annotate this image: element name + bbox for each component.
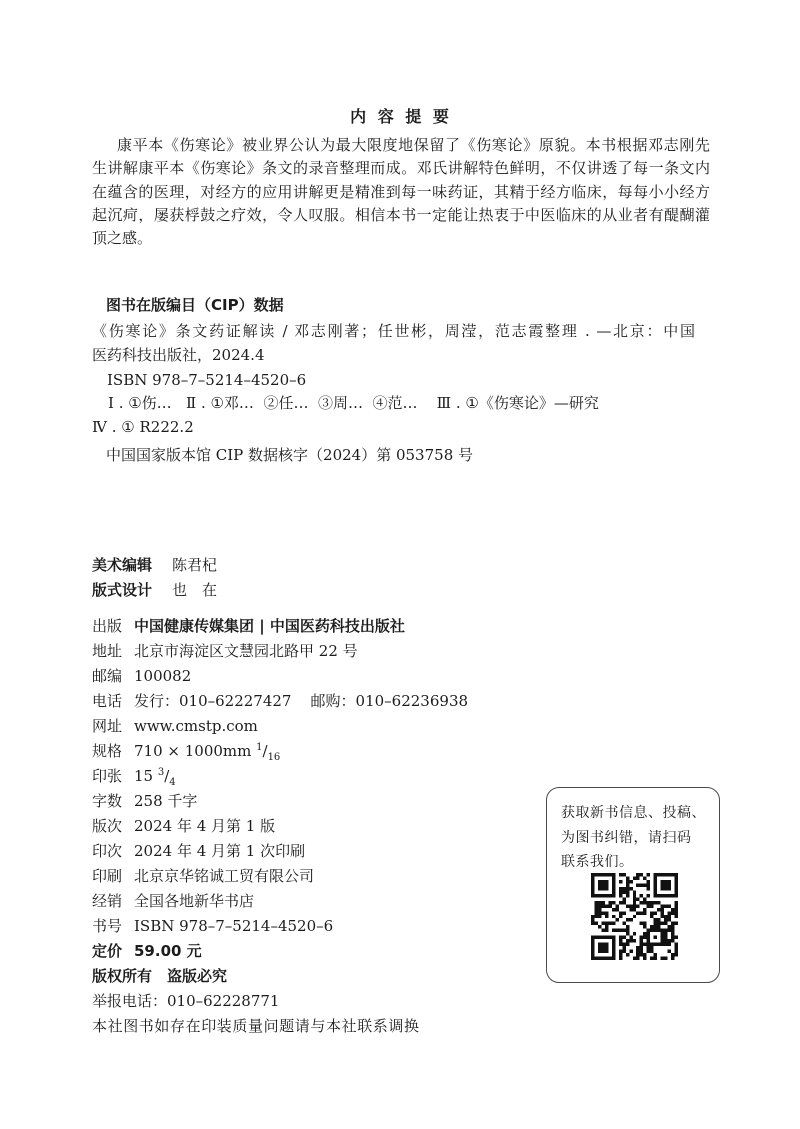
credit-label: 美术编辑 — [92, 556, 153, 574]
imprint-value: 258 千字 — [134, 792, 198, 810]
credit-value: 也 在 — [172, 581, 218, 599]
imprint-row-address — [92, 639, 468, 664]
imprint-value — [134, 739, 280, 764]
summary-line: 顶之感。 — [92, 229, 153, 247]
imprint-value: 北京京华铭诚工贸有限公司 — [134, 867, 315, 885]
imprint-value: 发行：010–62227427 邮购：010–62236938 — [134, 692, 469, 710]
imprint-row-publisher — [92, 614, 468, 639]
summary-line: 生讲解康平本《伤寒论》条文的录音整理而成。邓氏讲解特色鲜明，不仅讲透了每一条文内 — [92, 159, 710, 177]
imprint-row-distributor — [92, 889, 468, 914]
imprint-value: 北京市海淀区文慧园北路甲 22 号 — [134, 642, 358, 660]
qr-caption-line: 联系我们。 — [561, 854, 634, 870]
imprint-label: 印张 — [92, 767, 123, 785]
imprint-value: 2024 年 4 月第 1 版 — [134, 817, 276, 835]
imprint-label: 地址 — [92, 642, 123, 660]
imprint-label: 电话 — [92, 692, 123, 710]
imprint-label: 规格 — [92, 742, 123, 760]
imprint-label: 书号 — [92, 917, 123, 935]
imprint-row-format — [92, 739, 468, 764]
imprint-value: 中国健康传媒集团 | 中国医药科技出版社 — [134, 617, 405, 635]
sheets-text: 15 — [134, 767, 158, 785]
qr-modules — [591, 873, 678, 960]
qr-caption — [561, 801, 706, 875]
summary-line: 在蕴含的医理，对经方的应用讲解更是精准到每一味药证，其精于经方临床，每每小小经方 — [92, 183, 710, 201]
qr-contact-box — [546, 787, 720, 983]
fraction-denominator: 4 — [169, 777, 176, 788]
credit-row-layout-design — [92, 578, 217, 603]
imprint-label: 出版 — [92, 617, 123, 635]
qr-caption-line: 获取新书信息、投稿、 — [561, 805, 706, 821]
imprint-label: 印刷 — [92, 867, 123, 885]
credit-row-art-editor — [92, 553, 217, 578]
imprint-label: 邮编 — [92, 667, 123, 685]
imprint-row-edition — [92, 814, 468, 839]
qr-code — [591, 873, 678, 960]
imprint-row-word-count — [92, 789, 468, 814]
summary-title: 内 容 提 要 — [350, 107, 452, 126]
imprint-list — [92, 614, 468, 1039]
imprint-value: www.cmstp.com — [134, 717, 258, 735]
imprint-row-website — [92, 714, 468, 739]
cip-classification: Ⅰ . ①伤… Ⅱ . ①邓… ②任… ③周… ④范… Ⅲ . ①《伤寒论》—研究 — [108, 394, 599, 412]
imprint-value: 59.00 元 — [134, 942, 202, 960]
imprint-row-sheets — [92, 764, 468, 789]
imprint-label: 字数 — [92, 792, 123, 810]
imprint-value: ISBN 978–7–5214–4520–6 — [134, 917, 334, 935]
cip-line: 《伤寒论》条文药证解读 / 邓志刚著；任世彬，周滢，范志霞整理 . —北京：中国 — [92, 322, 695, 340]
summary-line: 康平本《伤寒论》被业界公认为最大限度地保留了《伤寒论》原貌。本书根据邓志刚先 — [117, 136, 710, 154]
cip-isbn: ISBN 978–7–5214–4520–6 — [107, 371, 307, 389]
cip-line: 医药科技出版社，2024.4 — [92, 346, 265, 364]
cip-record-number: 中国国家版本馆 CIP 数据核字（2024）第 053758 号 — [106, 446, 474, 464]
summary-line: 起沉疴，屡获桴鼓之疗效，令人叹服。相信本书一定能让热衷于中医临床的从业者有醍醐灌 — [92, 206, 710, 224]
imprint-value: 100082 — [134, 667, 192, 685]
imprint-row-price — [92, 939, 468, 964]
imprint-row-printing — [92, 839, 468, 864]
fraction-denominator: 16 — [267, 752, 281, 763]
report-phone: 举报电话：010–62228771 — [92, 992, 280, 1010]
imprint-label: 经销 — [92, 892, 123, 910]
imprint-label: 定价 — [92, 942, 123, 960]
copyright-statement: 版权所有 盗版必究 — [92, 967, 228, 985]
imprint-label: 印次 — [92, 842, 123, 860]
credit-label: 版式设计 — [92, 581, 153, 599]
imprint-label: 版次 — [92, 817, 123, 835]
credits-list — [92, 553, 217, 603]
imprint-row-isbn — [92, 914, 468, 939]
imprint-value: 全国各地新华书店 — [134, 892, 255, 910]
qr-caption-line: 为图书纠错，请扫码 — [561, 829, 692, 846]
imprint-value — [134, 764, 176, 789]
imprint-row-postcode — [92, 664, 468, 689]
quality-notice: 本社图书如存在印装质量问题请与本社联系调换 — [92, 1017, 420, 1035]
fraction-numerator: 1 — [256, 742, 263, 753]
imprint-row-phone — [92, 689, 468, 714]
format-text: 710 × 1000mm — [134, 742, 257, 760]
imprint-value: 2024 年 4 月第 1 次印刷 — [134, 842, 306, 860]
fraction-numerator: 3 — [157, 767, 165, 778]
imprint-row-printer — [92, 864, 468, 889]
cip-classification-number: Ⅳ . ① R222.2 — [92, 418, 194, 436]
imprint-label: 网址 — [92, 717, 123, 735]
cip-heading: 图书在版编目（CIP）数据 — [106, 296, 284, 314]
credit-value: 陈君杞 — [172, 556, 218, 574]
